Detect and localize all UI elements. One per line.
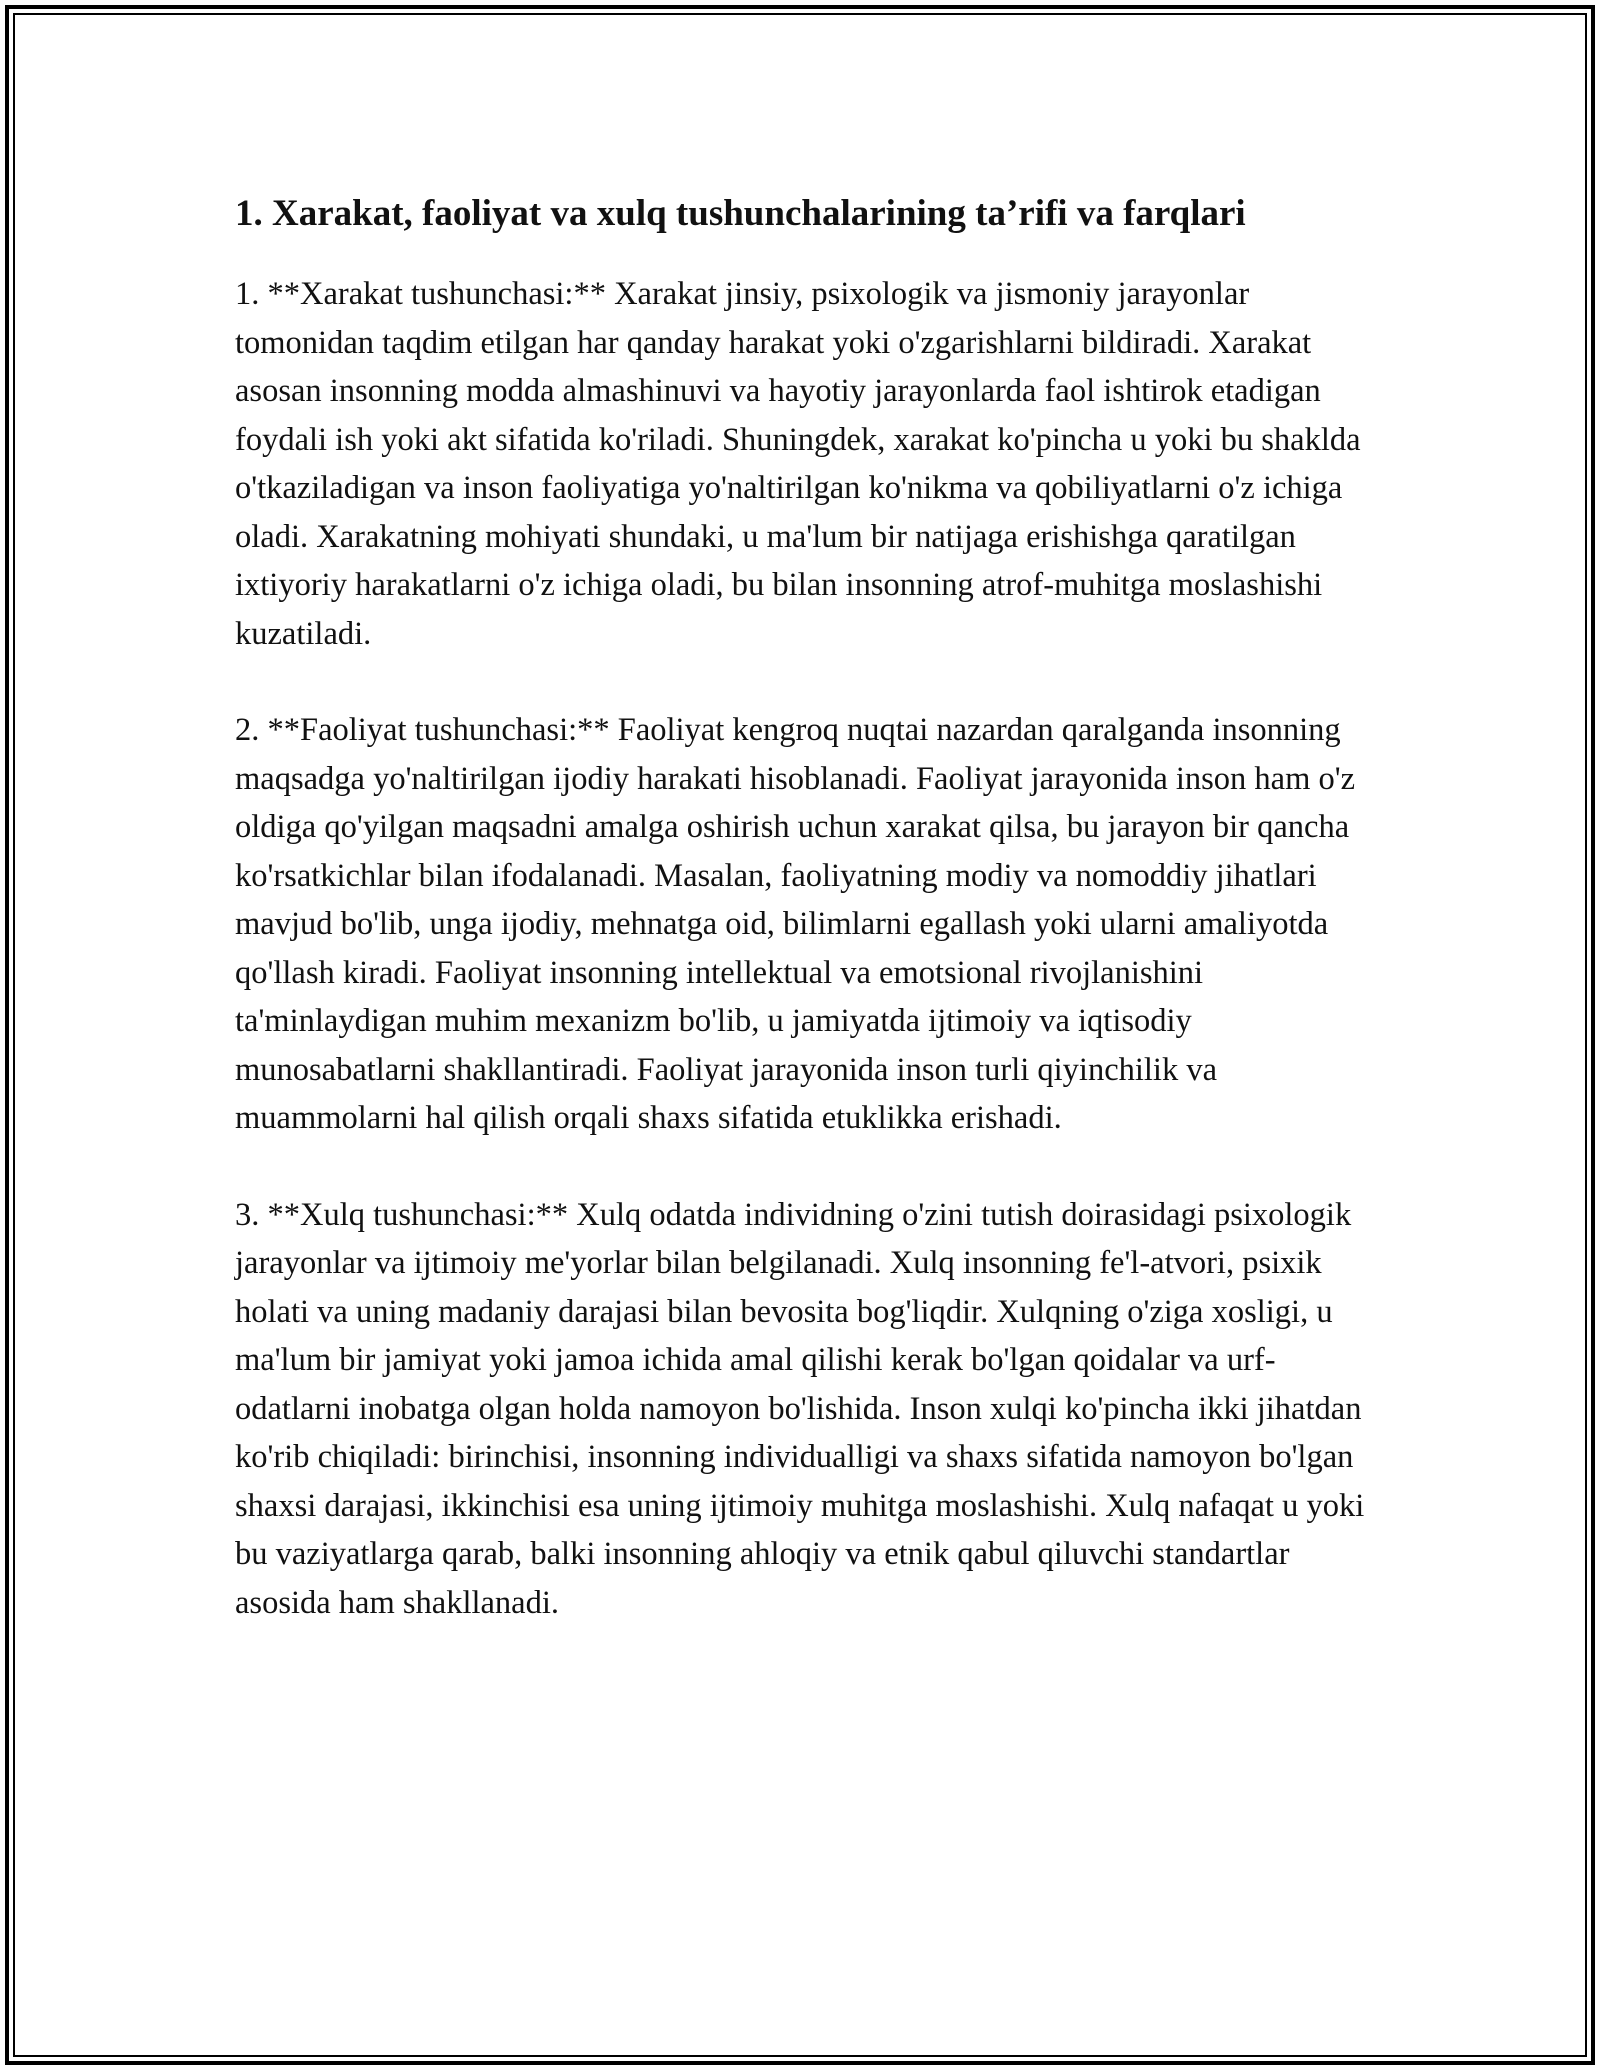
paragraph-xarakat: 1. **Xarakat tushunchasi:** Xarakat jinsiy, psixologik va jismoniy jarayonlar tomonidan taqdim etilgan har qanday harakat yoki o'zgarishlarni bildiradi. Xarakat asosan insonning modda almashinuvi va hayotiy jarayonlarda faol ishtirok etadigan foydali ish yoki akt sifatida ko'riladi. Shuningdek, xarakat ko'pincha u yoki bu shaklda o'tkaziladigan va inson faoliyatiga yo'naltirilgan ko'nikma va qobiliyatlarni o'z ichiga oladi. Xarakatning mohiyati shundaki, u ma'lum bir natijaga erishishga qaratilgan ixtiyoriy harakatlarni o'z ichiga oladi, bu bilan insonning atrof-muhitga moslashishi kuzatiladi. (235, 276, 1361, 652)
document-body (235, 186, 1385, 1675)
paragraph-faoliyat: 2. **Faoliyat tushunchasi:** Faoliyat kengroq nuqtai nazardan qaralganda insonning maqsadga yo'naltirilgan ijodiy harakati hisoblanadi. Faoliyat jarayonida inson ham o'z oldiga qo'yilgan maqsadni amalga oshirish uchun xarakat qilsa, bu jarayon bir qancha ko'rsatkichlar bilan ifodalanadi. Masalan, faoliyatning modiy va nomoddiy jihatlari mavjud bo'lib, unga ijodiy, mehnatga oid, bilimlarni egallash yoki ularni amaliyotda qo'llash kiradi. Faoliyat insonning intellektual va emotsional rivojlanishini ta'minlaydigan muhim mexanizm bo'lib, u jamiyatda ijtimoiy va iqtisodiy munosabatlarni shakllantiradi. Faoliyat jarayonida inson turli qiyinchilik va muammolarni hal qilish orqali shaxs sifatida etuklikka erishadi. (235, 712, 1356, 1136)
paragraph-xulq: 3. **Xulq tushunchasi:** Xulq odatda individning o'zini tutish doirasidagi psixologik jarayonlar va ijtimoiy me'yorlar bilan belgilanadi. Xulq insonning fe'l-atvori, psixik holati va uning madaniy darajasi bilan bevosita bog'liqdir. Xulqning o'ziga xosligi, u ma'lum bir jamiyat yoki jamoa ichida amal qilishi kerak bo'lgan qoidalar va urf-odatlarni inobatga olgan holda namoyon bo'lishida. Inson xulqi ko'pincha ikki jihatdan ko'rib chiqiladi: birinchisi, insonning individualligi va shaxs sifatida namoyon bo'lgan shaxsi darajasi, ikkinchisi esa uning ijtimoiy muhitga moslashishi. Xulq nafaqat u yoki bu vaziyatlarga qarab, balki insonning ahloqiy va etnik qabul qiluvchi standartlar asosida ham shakllanadi. (235, 1196, 1365, 1621)
page-title: 1. Xarakat, faoliyat va xulq tushunchalarining ta’rifi va farqlari (235, 193, 1246, 234)
